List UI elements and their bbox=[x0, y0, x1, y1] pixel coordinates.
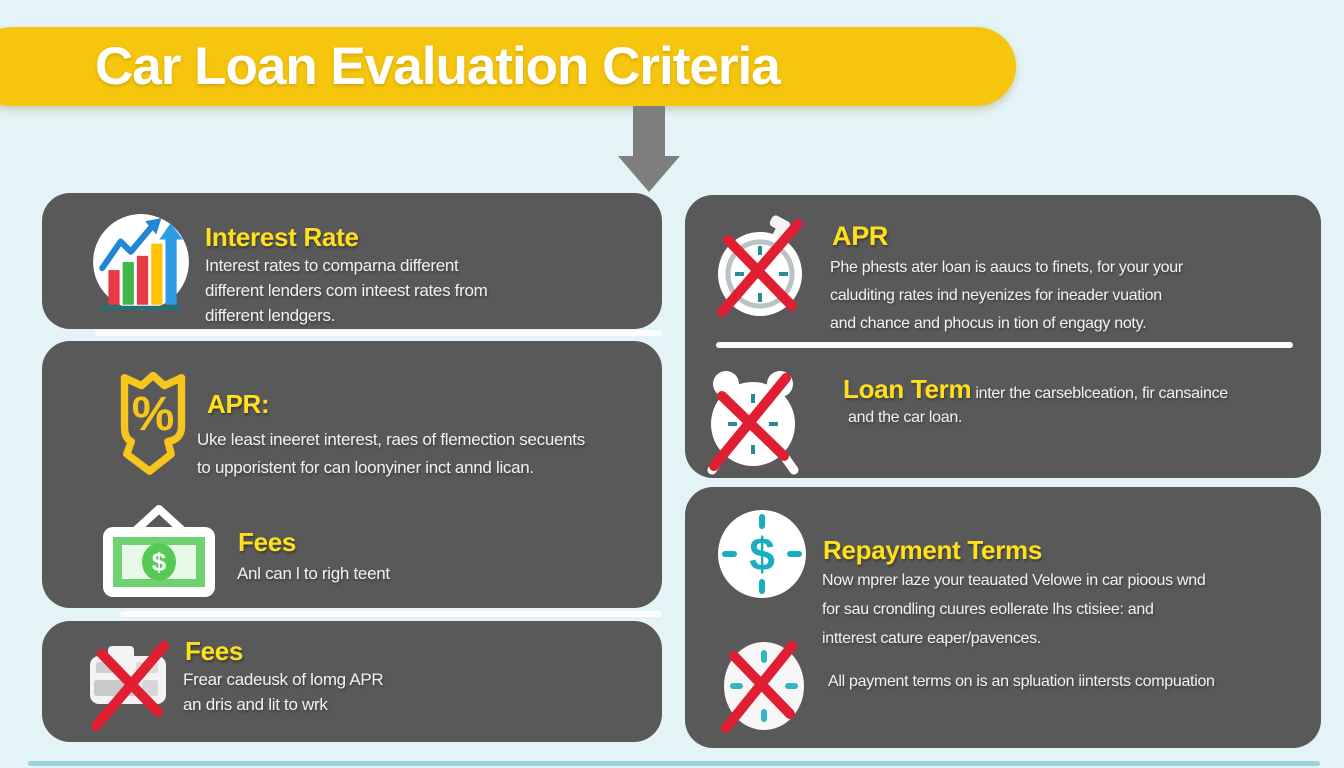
apr-right-text-line2: caluditing rates ind neyenizes for ineader vuation bbox=[830, 287, 1162, 304]
fees-crossed-heading: Fees bbox=[185, 636, 244, 666]
divider-line bbox=[716, 342, 1293, 348]
apr-left-heading: APR: bbox=[207, 389, 270, 419]
percent-glyph: % bbox=[131, 388, 175, 442]
clock-crossed-icon bbox=[718, 638, 810, 739]
fees-text-line1: Anl can l to righ teent bbox=[237, 564, 390, 583]
down-arrow-icon bbox=[633, 106, 665, 158]
dollar-glyph: $ bbox=[151, 547, 167, 577]
page-title: Car Loan Evaluation Criteria bbox=[95, 37, 780, 96]
apr-left-text-line1: Uke least ineeret interest, raes of flemection secuents bbox=[197, 430, 585, 449]
payment-terms-text: All payment terms on is an spluation iintersts compuation bbox=[828, 673, 1215, 690]
money-bill-icon bbox=[97, 501, 221, 606]
banner-corner-tab bbox=[0, 30, 14, 60]
percent-badge-icon bbox=[96, 364, 210, 491]
fees-crossed-text-line2: an dris and lit to wrk bbox=[183, 695, 328, 714]
down-arrow-head-icon bbox=[618, 156, 680, 192]
interest-rate-heading: Interest Rate bbox=[205, 222, 359, 252]
alarm-clock-crossed-icon bbox=[698, 364, 808, 483]
interest-rate-text-line3: different lendgers. bbox=[205, 306, 336, 325]
interest-rate-text-line2: different lenders com inteest rates from bbox=[205, 281, 488, 300]
repayment-terms-text-line1: Now mprer laze your teauated Velowe in car pioous wnd bbox=[822, 572, 1206, 589]
apr-right-text-line3: and chance and phocus in tion of engagy noty. bbox=[830, 315, 1147, 332]
loan-term-inline-text: inter the carseblceation, fir cansaince bbox=[971, 385, 1228, 402]
dollar-glyph: $ bbox=[749, 528, 775, 580]
title-banner bbox=[0, 27, 1016, 106]
calculator-crossed-icon bbox=[78, 634, 182, 739]
bottom-accent-strip bbox=[28, 761, 1320, 766]
divider-line bbox=[95, 330, 662, 336]
stopwatch-crossed-icon bbox=[708, 212, 818, 333]
apr-right-text-line1: Phe phests ater loan is aaucs to finets, for your your bbox=[830, 259, 1183, 276]
repayment-terms-heading: Repayment Terms bbox=[823, 535, 1042, 565]
interest-rate-text-line1: Interest rates to comparna different bbox=[205, 256, 459, 275]
bar-chart-icon bbox=[90, 211, 192, 324]
fees-crossed-text-line1: Frear cadeusk of lomg APR bbox=[183, 670, 384, 689]
divider-line bbox=[120, 611, 662, 617]
loan-term-text-line2: and the car loan. bbox=[848, 409, 963, 426]
repayment-terms-text-line3: intterest cature eaper/pavences. bbox=[822, 630, 1041, 647]
apr-right-heading: APR bbox=[832, 221, 889, 251]
clock-dollar-icon bbox=[714, 506, 810, 607]
apr-left-text-line2: to upporistent for can loonyiner inct annd lican. bbox=[197, 458, 534, 477]
fees-heading: Fees bbox=[238, 527, 297, 557]
repayment-terms-text-line2: for sau crondling cuures eollerate lhs ctisiee: and bbox=[822, 601, 1154, 618]
loan-term-heading: Loan Term bbox=[843, 374, 972, 404]
